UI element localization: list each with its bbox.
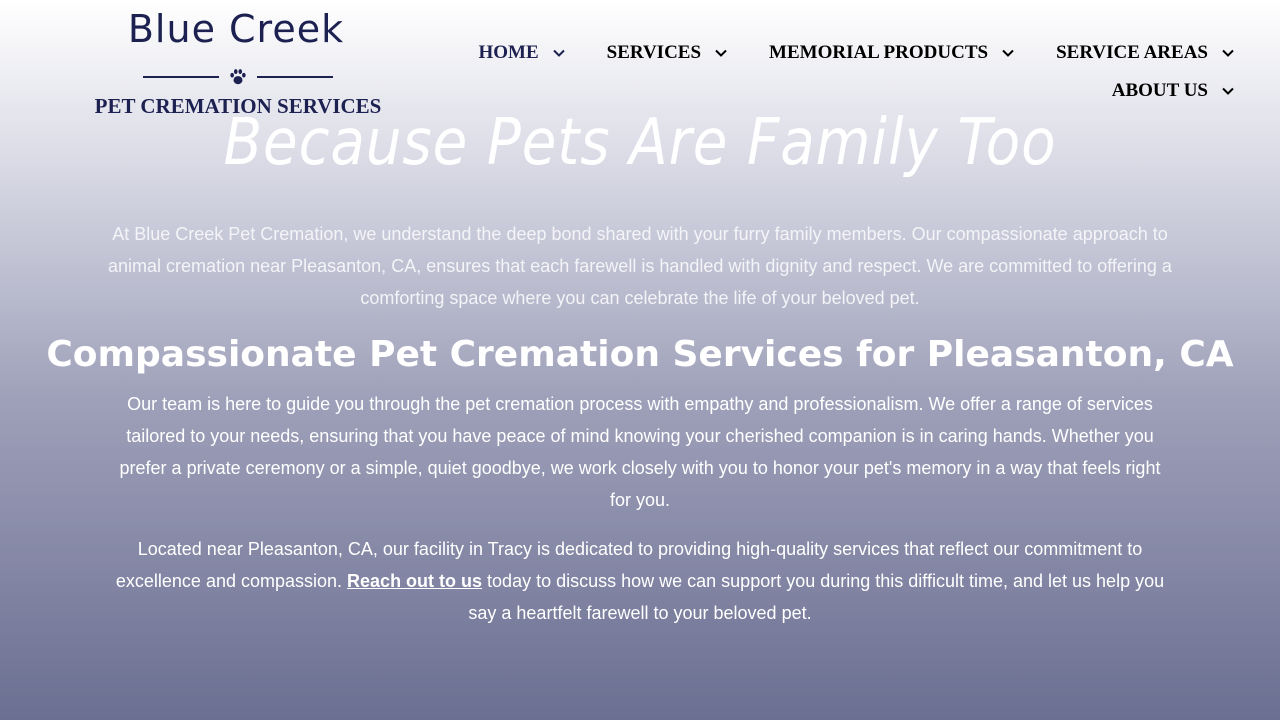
location-paragraph [108,533,1172,629]
section-heading: Compassionate Pet Cremation Services for Pleasanton, CA [46,334,1234,375]
nav-item-about-us[interactable] [1112,80,1234,102]
nav-item-service-areas[interactable] [1056,42,1234,64]
nav-row-2 [474,72,1234,110]
reach-out-link[interactable]: Reach out to us [347,571,483,591]
nav-item-home[interactable] [478,42,564,64]
chevron-down-icon[interactable] [1222,49,1234,57]
nav-item-services[interactable] [607,42,727,64]
logo-tagline: PET CREMATION SERVICES [94,94,382,118]
paw-icon [229,68,247,86]
main-nav [474,34,1234,110]
logo-wordmark: Blue Creek [127,7,345,51]
chevron-down-icon[interactable] [715,49,727,57]
location-text-before: Located near Pleasanton, CA, our facility in Tracy is dedicated to providing high-quality services that reflect our commitment to excellence and compassion. [115,539,1143,591]
nav-item-label: ABOUT US [1111,80,1208,101]
location-text-after: today to discuss how we can support you during this difficult time, and let us help you say a heartfelt farewell to your beloved pet. [468,571,1165,623]
logo-divider [88,68,388,86]
nav-row-1 [474,34,1234,72]
nav-item-memorial-products[interactable] [769,42,1014,64]
chevron-down-icon[interactable] [553,49,565,57]
nav-item-label: MEMORIAL PRODUCTS [769,42,989,63]
chevron-down-icon[interactable] [1002,49,1014,57]
nav-item-label: HOME [478,42,539,63]
logo-line-left [143,76,219,78]
site-logo[interactable] [88,6,388,119]
intro-paragraph: At Blue Creek Pet Cremation, we understand the deep bond shared with your furry family members. Our compassionate approach to animal cremation near Pleasanton, CA, ensures that each farewell is handled with dignity and respect. We are committed to offering a comforting space where you can celebrate the life of your beloved pet. [108,224,1172,308]
hero-title: Because Pets Are Family Too [223,106,1057,180]
logo-line-right [257,76,333,78]
nav-item-label: SERVICE AREAS [1056,42,1208,63]
nav-item-label: SERVICES [606,42,702,63]
chevron-down-icon[interactable] [1222,87,1234,95]
services-paragraph: Our team is here to guide you through the pet cremation process with empathy and professionalism. We offer a range of services tailored to your needs, ensuring that you have peace of mind knowing your cherished companion is in caring hands. Whether you prefer a private ceremony or a simple, quiet goodbye, we work closely with you to honor your pet's memory in a way that feels right for you. [119,394,1161,510]
